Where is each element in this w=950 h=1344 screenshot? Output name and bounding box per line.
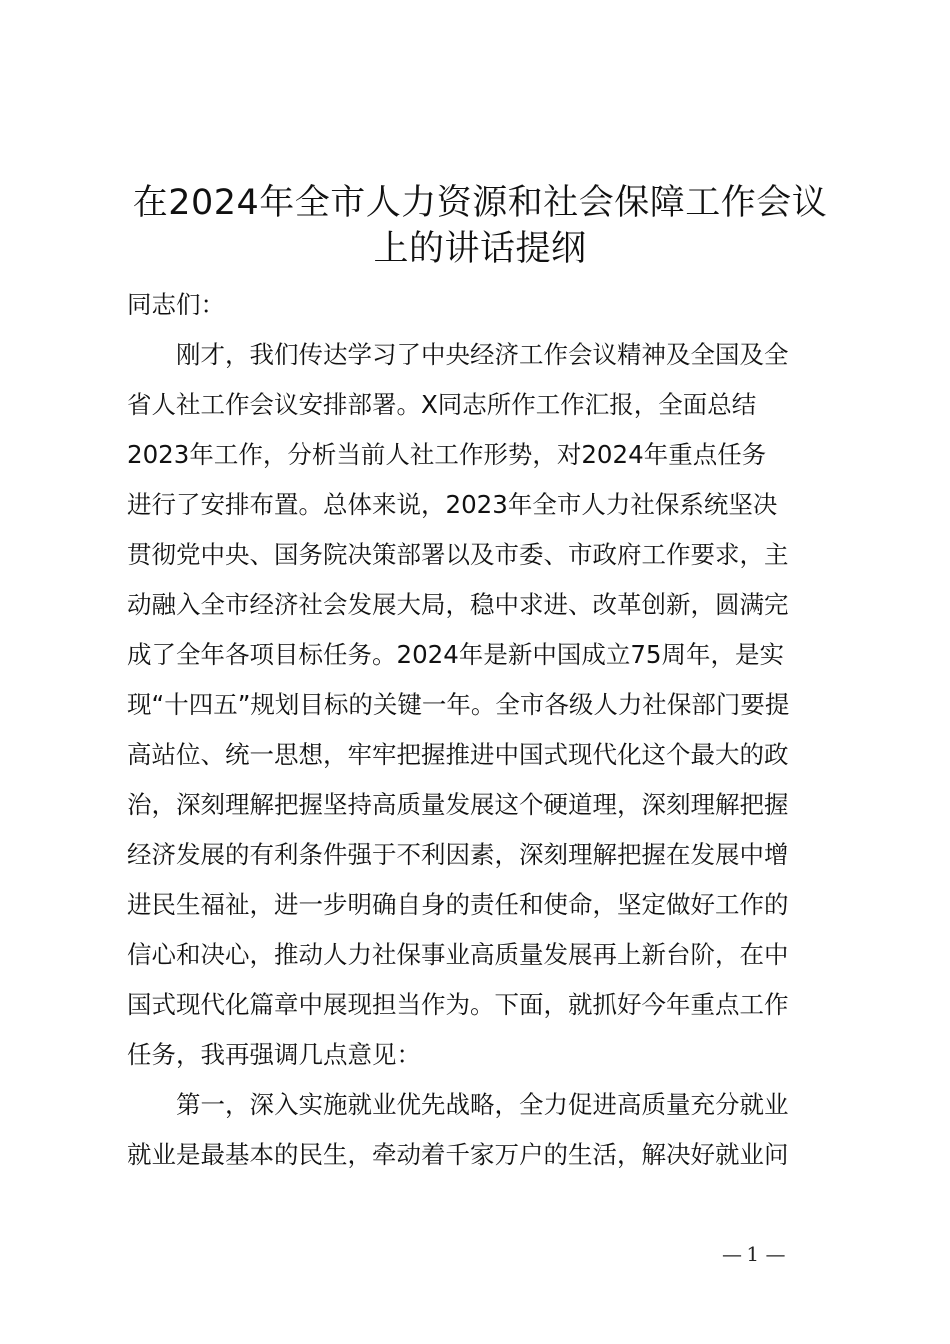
body-line: 就业是最基本的民生，牵动着千家万户的生活，解决好就业问 (127, 1140, 789, 1169)
salutation: 同志们： (127, 290, 225, 319)
title-line-1: 在2024年全市人力资源和社会保障工作会议 (132, 183, 828, 223)
body-line: 贯彻党中央、国务院决策部署以及市委、市政府工作要求，主 (127, 540, 789, 569)
body-line: 省人社工作会议安排部署。X同志所作工作汇报，全面总结 (127, 390, 757, 419)
body-line: 经济发展的有利条件强于不利因素，深刻理解把握在发展中增 (127, 840, 789, 869)
page-number-footer (722, 1240, 783, 1268)
body-line: 治，深刻理解把握坚持高质量发展这个硬道理，深刻理解把握 (127, 790, 789, 819)
footer-dash-left: — (722, 1242, 740, 1266)
body-line: 进行了安排布置。总体来说，2023年全市人力社保系统坚决 (127, 490, 778, 519)
body-line: 成了全年各项目标任务。2024年是新中国成立75周年，是实 (127, 640, 785, 669)
body-line: 国式现代化篇章中展现担当作为。下面，就抓好今年重点工作 (127, 990, 789, 1019)
document-body (127, 280, 837, 1180)
body-line: 动融入全市经济社会发展大局，稳中求进、改革创新，圆满完 (127, 590, 789, 619)
body-line: 进民生福祉，进一步明确自身的责任和使命，坚定做好工作的 (127, 890, 789, 919)
body-line: 第一，深入实施就业优先战略，全力促进高质量充分就业 (127, 1090, 789, 1119)
body-line: 2023年工作，分析当前人社工作形势，对2024年重点任务 (127, 440, 767, 469)
page-number: 1 (746, 1242, 760, 1266)
body-line: 刚才，我们传达学习了中央经济工作会议精神及全国及全 (127, 340, 789, 369)
footer-dash-right: — (765, 1242, 784, 1266)
body-line: 高站位、统一思想，牢牢把握推进中国式现代化这个最大的政 (127, 740, 789, 769)
body-line: 信心和决心，推动人力社保事业高质量发展再上新台阶，在中 (127, 940, 789, 969)
title-line-2: 上的讲话提纲 (373, 229, 587, 269)
body-line: 现“十四五”规划目标的关键一年。全市各级人力社保部门要提 (127, 690, 790, 719)
document-title (100, 180, 860, 272)
body-line: 任务，我再强调几点意见： (127, 1040, 421, 1069)
